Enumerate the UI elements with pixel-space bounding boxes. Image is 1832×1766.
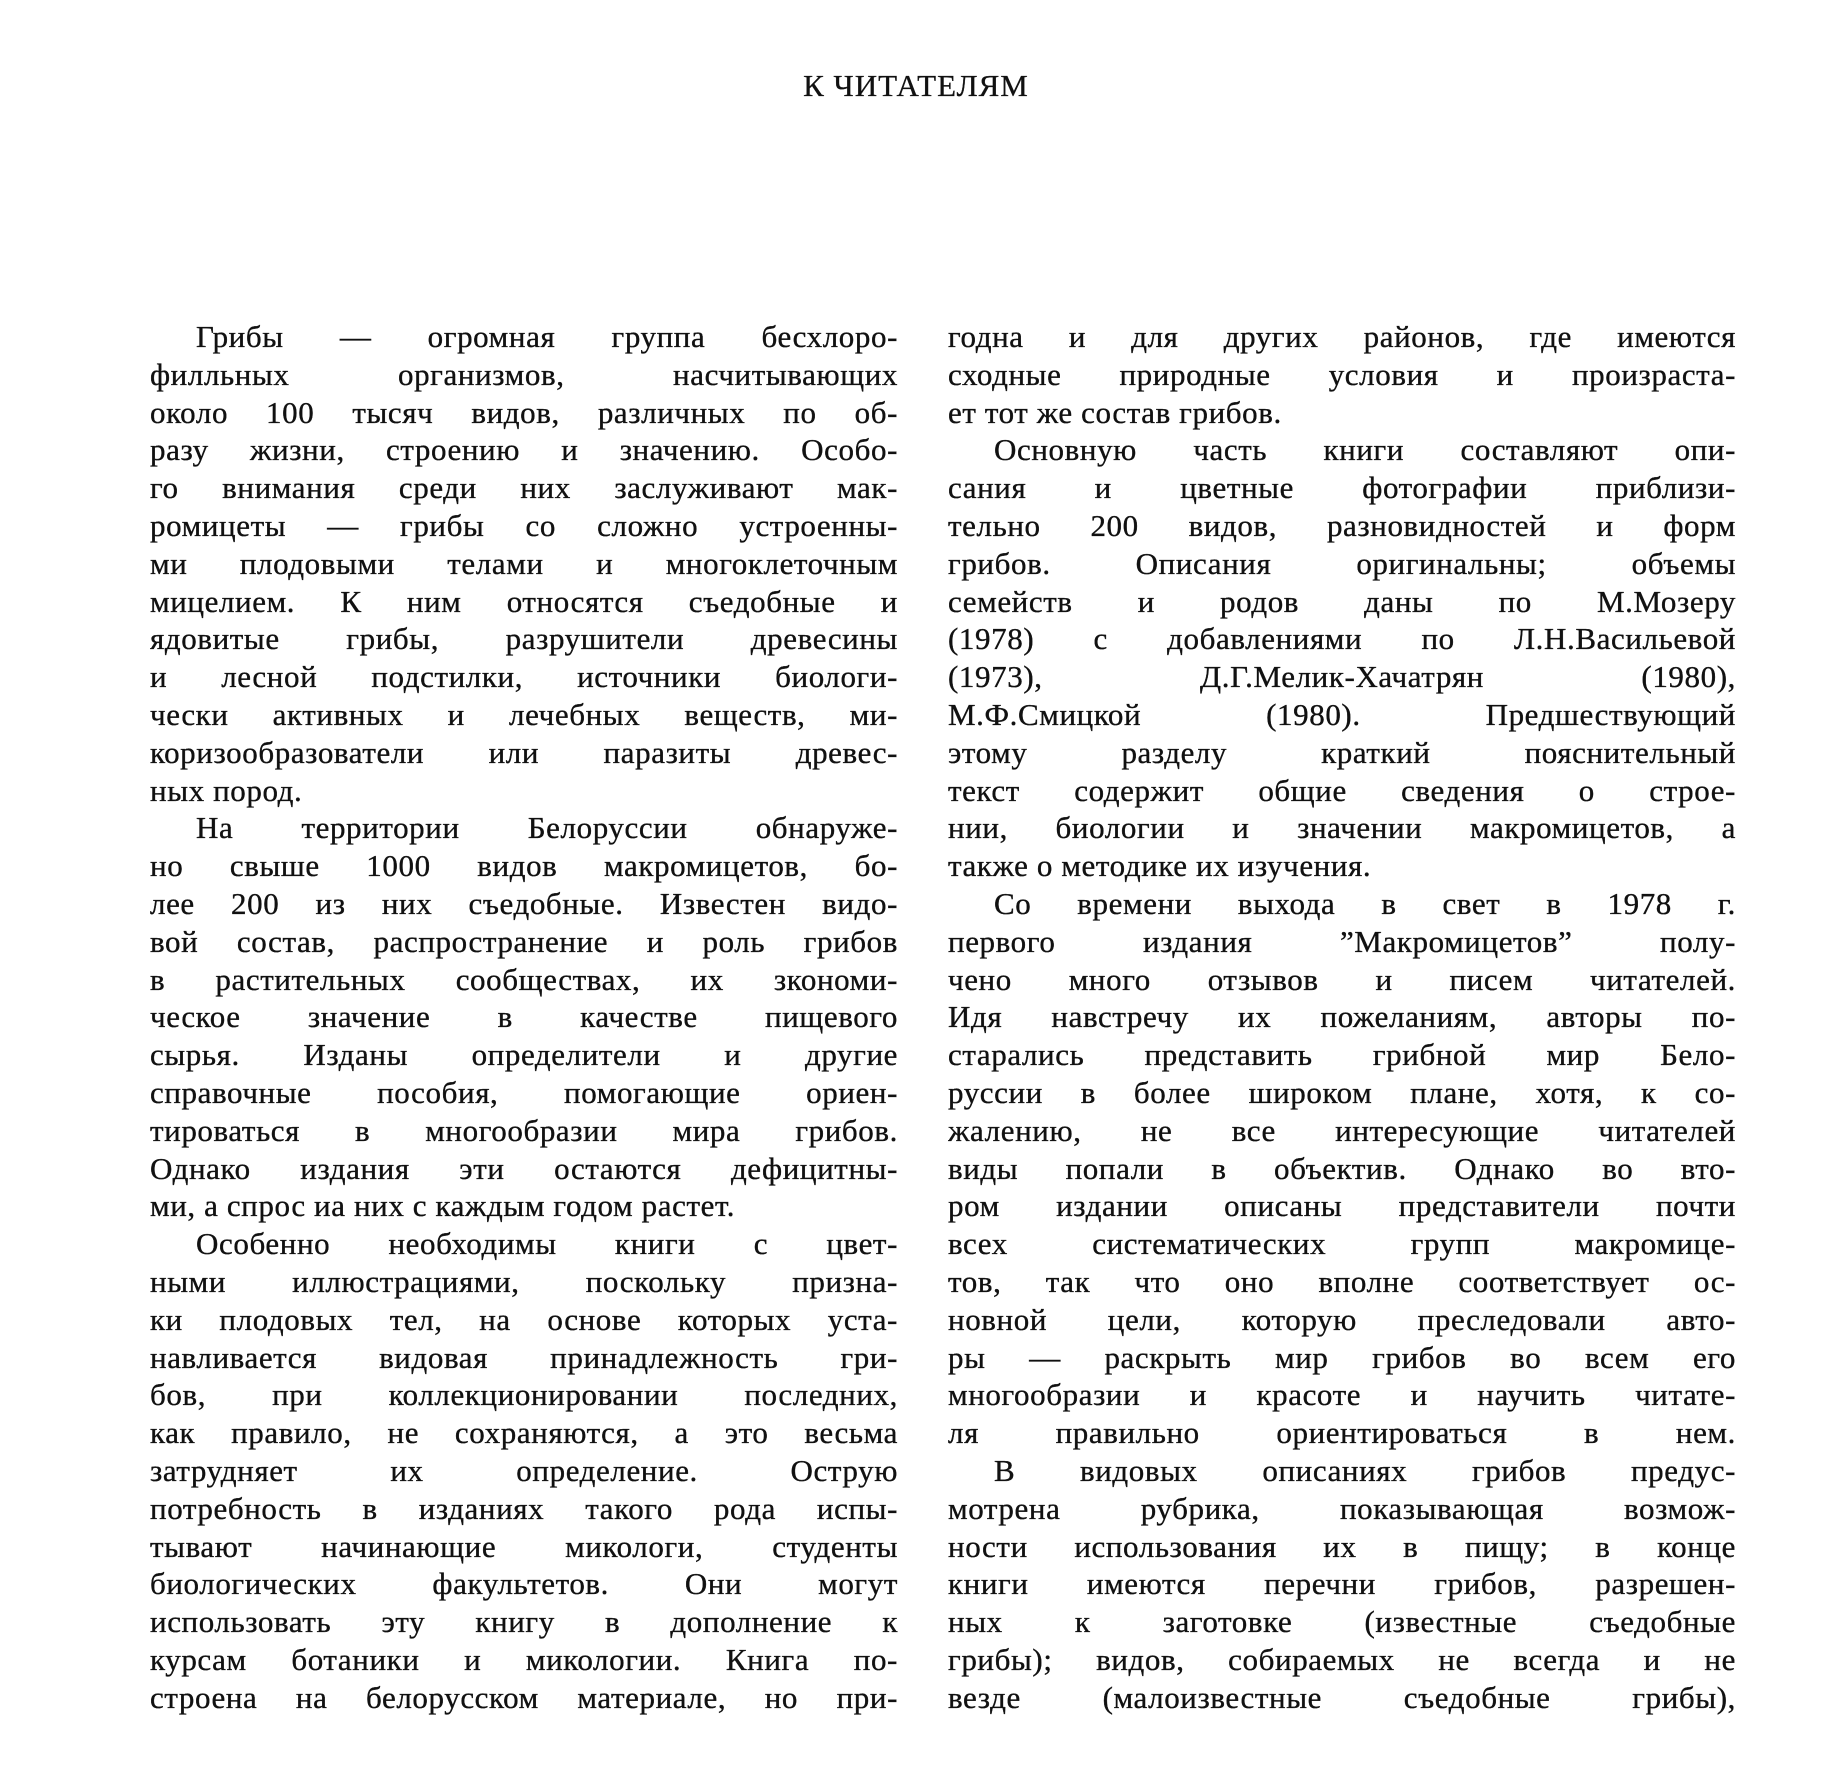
text-line: грибы); видов, собираемых не всегда и не bbox=[948, 1641, 1736, 1677]
text-line: курсам ботаники и микологии. Книга по- bbox=[150, 1641, 898, 1677]
text-line: вой состав, распространение и роль грибов bbox=[150, 923, 898, 959]
text-line: ры — раскрыть мир грибов во всем его bbox=[948, 1339, 1736, 1375]
text-line: текст содержит общие сведения о строе- bbox=[948, 772, 1736, 808]
text-line: (1973), Д.Г.Мелик-Хачатрян (1980), bbox=[948, 659, 1736, 695]
text-line: нии, биологии и значении макромицетов, а bbox=[948, 810, 1736, 846]
text-line: чено много отзывов и писем читателей. bbox=[948, 961, 1736, 997]
text-line: Основную часть книги составляют опи- bbox=[994, 432, 1736, 468]
text-line: разу жизни, строению и значению. Особо- bbox=[150, 432, 898, 468]
text-line: как правило, не сохраняются, а это весьма bbox=[150, 1415, 898, 1451]
text-line: Особенно необходимы книги с цвет- bbox=[196, 1226, 898, 1262]
text-line: мотрена рубрика, показывающая возмож- bbox=[948, 1490, 1736, 1526]
text-line: но свыше 1000 видов макромицетов, бо- bbox=[150, 848, 898, 884]
text-line: ля правильно ориентироваться в нем. bbox=[948, 1415, 1736, 1451]
text-line: тельно 200 видов, разновидностей и форм bbox=[948, 507, 1736, 543]
text-line: всех систематических групп макромице- bbox=[948, 1226, 1736, 1262]
text-line: везде (малоизвестные съедобные грибы), bbox=[948, 1679, 1736, 1715]
text-line: ными иллюстрациями, поскольку призна- bbox=[150, 1263, 898, 1299]
text-line: грибов. Описания оригинальны; объемы bbox=[948, 545, 1736, 581]
text-line: ческое значение в качестве пищевого bbox=[150, 999, 898, 1035]
text-line: биологических факультетов. Они могут bbox=[150, 1566, 898, 1602]
text-line: годна и для других районов, где имеются bbox=[948, 319, 1736, 354]
text-line: ядовитые грибы, разрушители древесины bbox=[150, 621, 898, 657]
text-line: коризообразователи или паразиты древес- bbox=[150, 734, 898, 770]
text-line: строена на белорусском материале, но при- bbox=[150, 1679, 898, 1715]
text-line: справочные пособия, помогающие ориен- bbox=[150, 1074, 898, 1110]
right-text-column bbox=[948, 318, 1736, 1716]
text-line: потребность в изданиях такого рода испы- bbox=[150, 1490, 898, 1526]
text-line: первого издания ”Макромицетов” полу- bbox=[948, 923, 1736, 959]
text-line: ми плодовыми телами и многоклеточным bbox=[150, 545, 898, 581]
text-line: ности использования их в пищу; в конце bbox=[948, 1528, 1736, 1564]
text-line: сания и цветные фотографии приблизи- bbox=[948, 470, 1736, 506]
text-line: ных к заготовке (известные съедобные bbox=[948, 1604, 1736, 1640]
text-line: также о методике их изучения. bbox=[948, 848, 1372, 884]
text-line: ет тот же состав грибов. bbox=[948, 394, 1282, 430]
text-line: навливается видовая принадлежность гри- bbox=[150, 1339, 898, 1375]
text-line: и лесной подстилки, источники биологи- bbox=[150, 659, 898, 695]
text-line: сходные природные условия и произраста- bbox=[948, 356, 1736, 392]
text-line: в растительных сообществах, их зкономи- bbox=[150, 961, 898, 997]
page-title: К ЧИТАТЕЛЯМ bbox=[803, 68, 1029, 103]
text-line: тироваться в многообразии мира грибов. bbox=[150, 1112, 898, 1148]
text-line: В видовых описаниях грибов предус- bbox=[994, 1452, 1736, 1488]
text-line: Однако издания эти остаются дефицитны- bbox=[150, 1150, 898, 1186]
text-line: сырья. Изданы определители и другие bbox=[150, 1037, 898, 1073]
text-line: (1978) с добавлениями по Л.Н.Васильевой bbox=[948, 621, 1736, 657]
text-line: Идя навстречу их пожеланиям, авторы по- bbox=[948, 999, 1736, 1035]
text-line: чески активных и лечебных веществ, ми- bbox=[150, 696, 898, 732]
text-line: старались представить грибной мир Бело- bbox=[948, 1037, 1736, 1073]
text-line: лее 200 из них съедобные. Известен видо- bbox=[150, 885, 898, 921]
text-line: ромицеты — грибы со сложно устроенны- bbox=[150, 507, 898, 543]
left-text-column bbox=[150, 318, 898, 1716]
text-line: жалению, не все интересующие читателей bbox=[948, 1112, 1736, 1148]
text-line: ром издании описаны представители почти bbox=[948, 1188, 1736, 1224]
text-line: использовать эту книгу в дополнение к bbox=[150, 1604, 898, 1640]
text-line: М.Ф.Смицкой (1980). Предшествующий bbox=[948, 696, 1736, 732]
text-line: бов, при коллекционировании последних, bbox=[150, 1377, 898, 1413]
text-line: книги имеются перечни грибов, разрешен- bbox=[948, 1566, 1736, 1602]
text-line: го внимания среди них заслуживают мак- bbox=[150, 470, 898, 506]
text-line: Грибы — огромная группа бесхлоро- bbox=[196, 319, 898, 354]
text-line: мицелием. К ним относятся съедобные и bbox=[150, 583, 898, 619]
text-line: ми, а спрос иа них с каждым годом растет. bbox=[150, 1188, 736, 1224]
text-line: Со времени выхода в свет в 1978 г. bbox=[994, 885, 1736, 921]
text-line: новной цели, которую преследовали авто- bbox=[948, 1301, 1736, 1337]
text-line: ных пород. bbox=[150, 772, 303, 808]
text-line: виды попали в объектив. Однако во вто- bbox=[948, 1150, 1736, 1186]
text-line: На территории Белоруссии обнаруже- bbox=[196, 810, 898, 846]
text-line: руссии в более широком плане, хотя, к со- bbox=[948, 1074, 1736, 1110]
text-line: этому разделу краткий пояснительный bbox=[948, 734, 1736, 770]
text-line: около 100 тысяч видов, различных по об- bbox=[150, 394, 898, 430]
text-line: многообразии и красоте и научить читате- bbox=[948, 1377, 1736, 1413]
text-line: затрудняет их определение. Острую bbox=[150, 1452, 898, 1488]
text-line: ки плодовых тел, на основе которых уста- bbox=[150, 1301, 898, 1337]
text-line: тов, так что оно вполне соответствует ос- bbox=[948, 1263, 1736, 1299]
text-line: филльных организмов, насчитывающих bbox=[150, 356, 898, 392]
text-line: семейств и родов даны по М.Мозеру bbox=[948, 583, 1736, 619]
text-line: тывают начинающие микологи, студенты bbox=[150, 1528, 898, 1564]
